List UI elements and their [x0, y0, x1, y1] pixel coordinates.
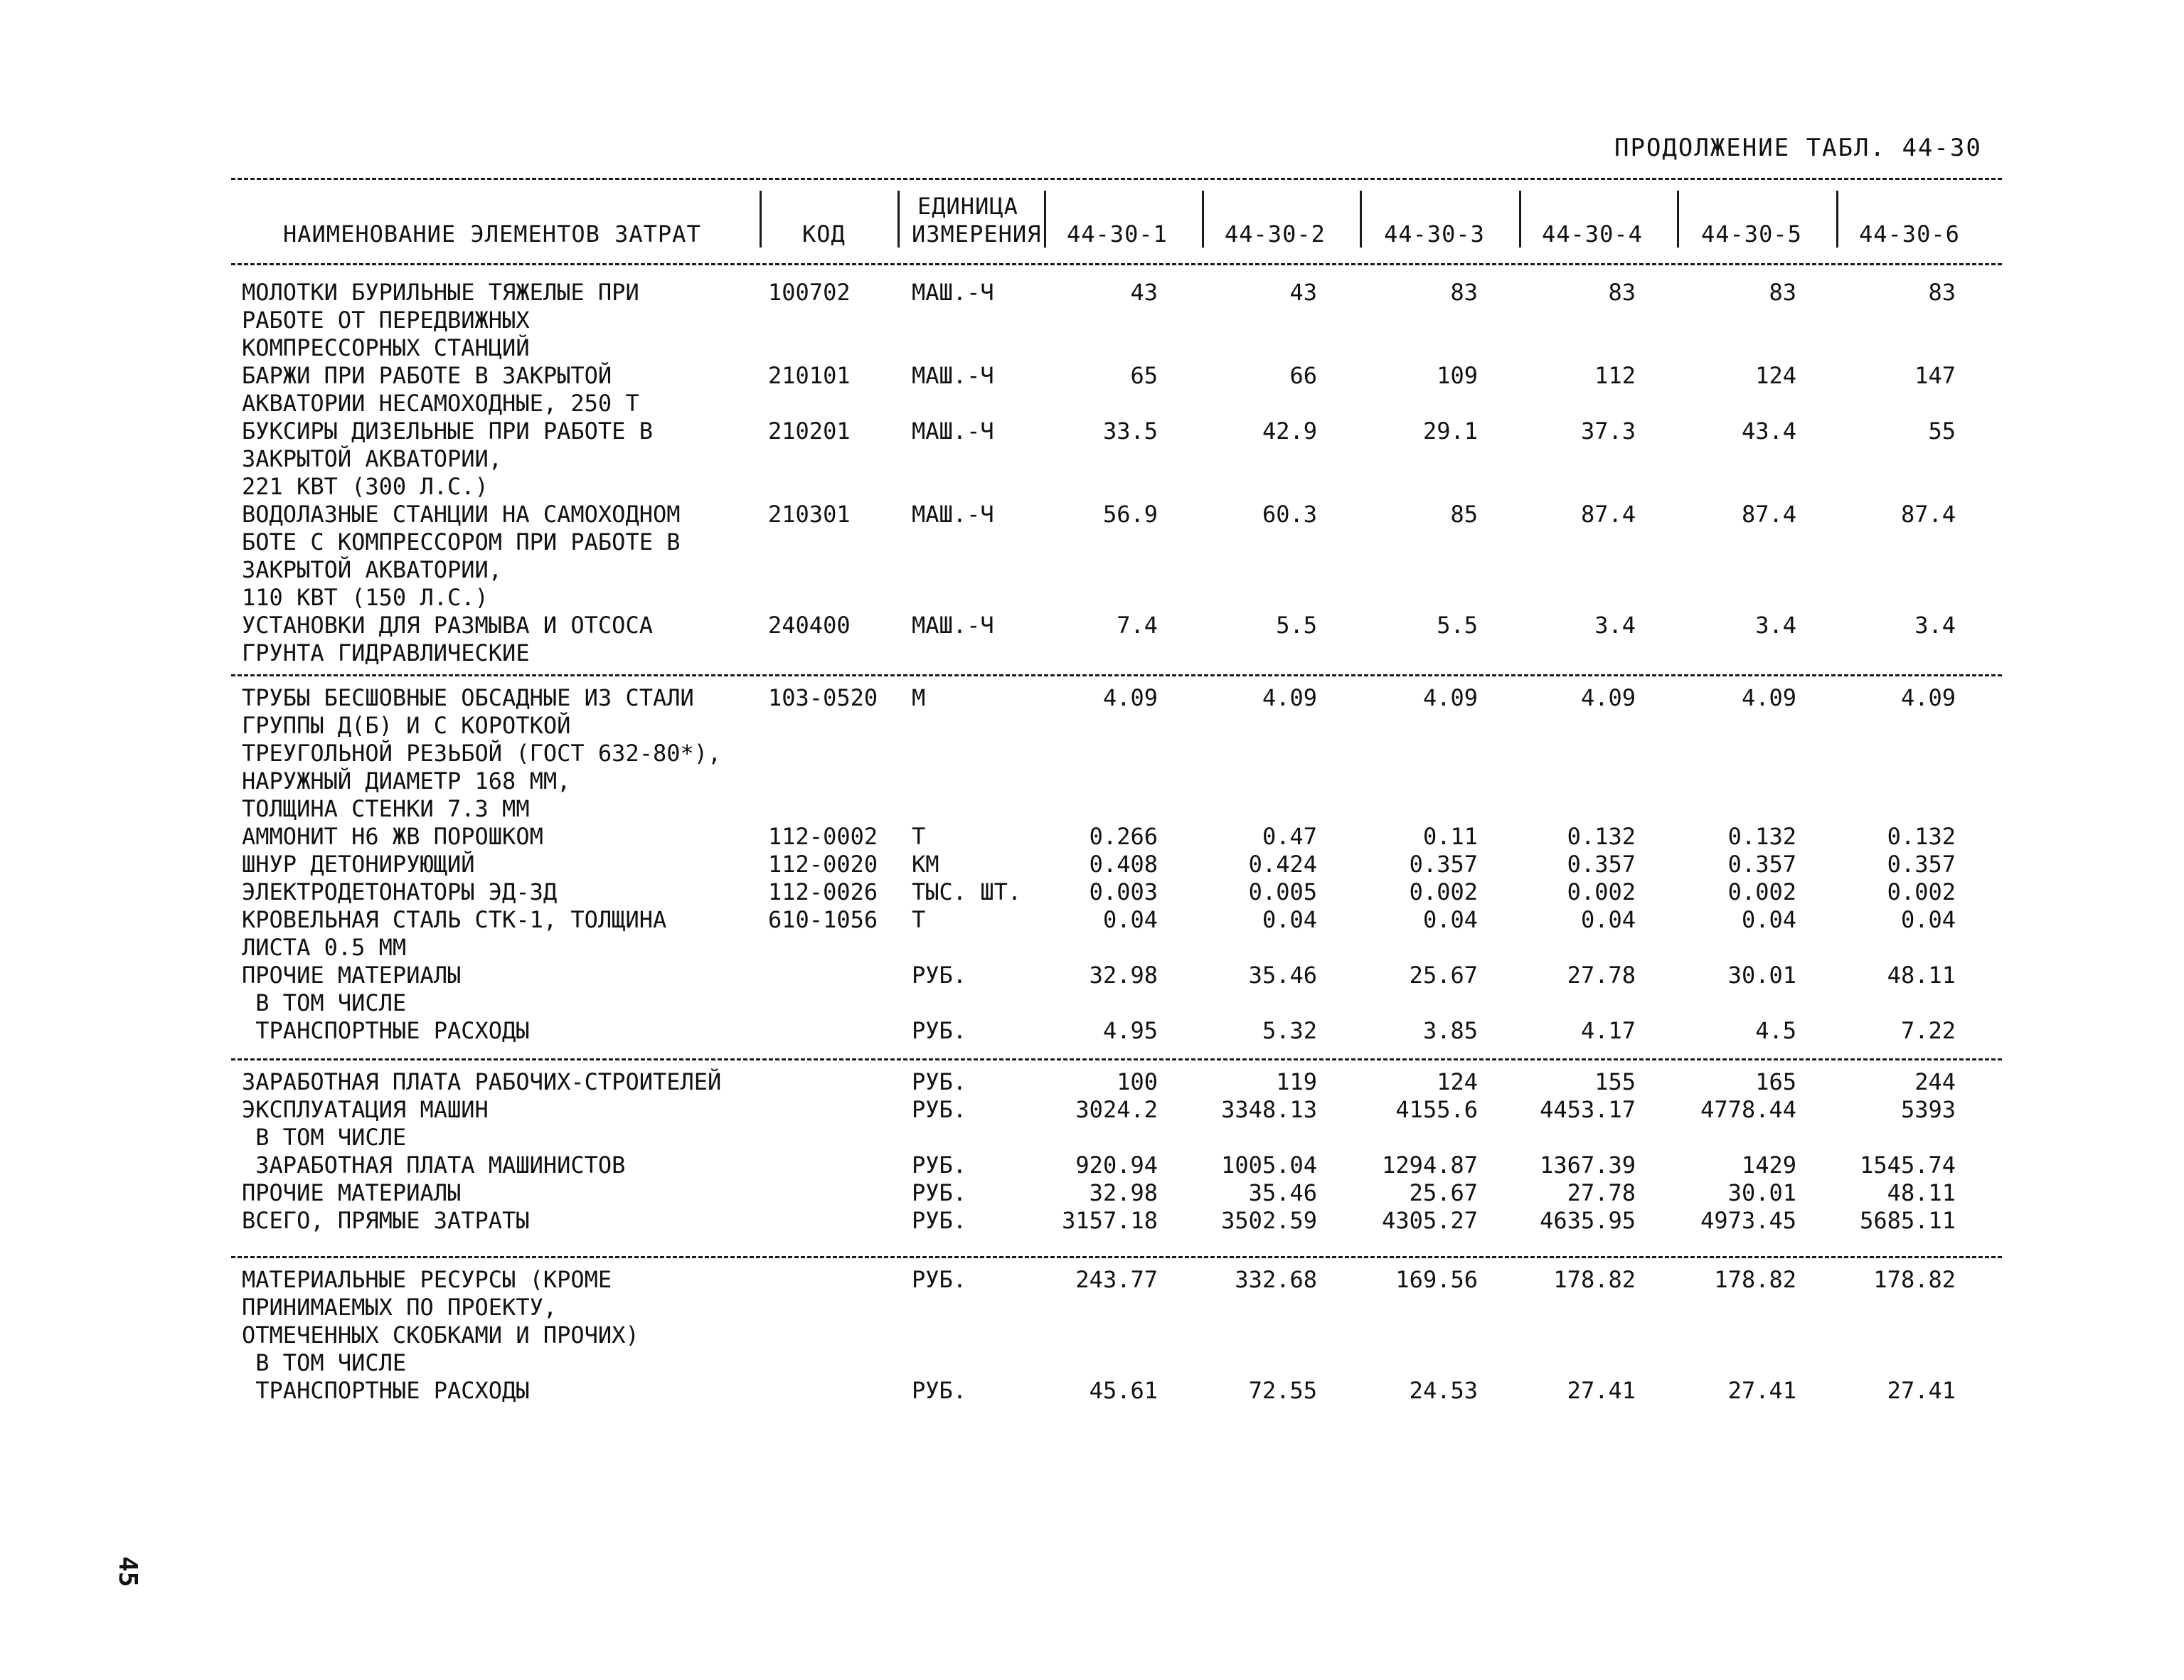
- row-value-col-5: 124: [1755, 362, 1796, 389]
- row-value-col-2: 5.5: [1276, 612, 1317, 639]
- row-value-col-5: 3.4: [1755, 612, 1796, 639]
- row-value-col-1: 56.9: [1102, 501, 1158, 528]
- row-unit: МАШ.-Ч: [912, 279, 994, 306]
- row-value-col-3: 4305.27: [1382, 1207, 1478, 1234]
- row-value-col-3: 5.5: [1437, 612, 1478, 639]
- row-value-col-6: 5393: [1900, 1096, 1956, 1123]
- header-col-2: 44-30-2: [1225, 220, 1326, 248]
- row-value-col-4: 4.17: [1580, 1017, 1636, 1044]
- header-col-6: 44-30-6: [1859, 220, 1960, 248]
- row-value-col-4: 27.41: [1567, 1377, 1636, 1404]
- row-value-col-6: 147: [1914, 362, 1956, 389]
- row-value-col-1: 65: [1130, 362, 1158, 389]
- row-unit: КМ: [912, 851, 939, 878]
- row-name-line: 110 КВТ (150 Л.С.): [242, 584, 489, 611]
- row-value-col-1: 243.77: [1075, 1266, 1158, 1293]
- section-divider: [231, 674, 2002, 676]
- header-separator: [1836, 191, 1838, 248]
- header-col-1: 44-30-1: [1067, 220, 1168, 248]
- header-unit-top: ЕДИНИЦА: [917, 193, 1018, 220]
- row-name-line: БОТЕ С КОМПРЕССОРОМ ПРИ РАБОТЕ В: [242, 528, 681, 555]
- row-value-col-1: 4.95: [1102, 1017, 1158, 1044]
- header-separator: [1519, 191, 1521, 248]
- row-name-line: ПРОЧИЕ МАТЕРИАЛЫ: [242, 962, 462, 989]
- row-value-col-1: 32.98: [1089, 1179, 1158, 1206]
- row-name-line: ЭКСПЛУАТАЦИЯ МАШИН: [242, 1096, 489, 1123]
- row-code: 112-0020: [768, 851, 878, 878]
- row-value-col-1: 7.4: [1117, 612, 1158, 639]
- row-value-col-2: 1005.04: [1221, 1152, 1317, 1179]
- row-value-col-3: 4.09: [1422, 684, 1478, 711]
- row-value-col-5: 4973.45: [1700, 1207, 1796, 1234]
- row-value-col-1: 45.61: [1089, 1377, 1158, 1404]
- row-value-col-5: 30.01: [1727, 1179, 1796, 1206]
- row-name-line: В ТОМ ЧИСЛЕ: [242, 1349, 407, 1376]
- header-col-5: 44-30-5: [1701, 220, 1802, 248]
- row-code: 210301: [768, 501, 851, 528]
- row-code: 103-0520: [768, 684, 878, 711]
- row-value-col-3: 124: [1437, 1068, 1478, 1095]
- row-value-col-6: 4.09: [1900, 684, 1956, 711]
- row-unit: МАШ.-Ч: [912, 501, 994, 528]
- row-value-col-6: 0.04: [1900, 906, 1956, 933]
- row-value-col-2: 0.424: [1248, 851, 1317, 878]
- row-value-col-5: 0.002: [1727, 878, 1796, 905]
- row-value-col-2: 72.55: [1248, 1377, 1317, 1404]
- row-name-line: ВСЕГО, ПРЯМЫЕ ЗАТРАТЫ: [242, 1207, 530, 1234]
- top-divider: [231, 178, 2002, 180]
- row-value-col-4: 0.132: [1567, 823, 1636, 850]
- row-value-col-3: 1294.87: [1382, 1152, 1478, 1179]
- row-value-col-1: 43: [1130, 279, 1158, 306]
- row-value-col-4: 155: [1594, 1068, 1636, 1095]
- row-value-col-6: 27.41: [1887, 1377, 1956, 1404]
- row-value-col-1: 0.408: [1089, 851, 1158, 878]
- row-unit: М: [912, 684, 926, 711]
- row-value-col-6: 3.4: [1914, 612, 1956, 639]
- row-value-col-1: 4.09: [1102, 684, 1158, 711]
- row-value-col-4: 27.78: [1567, 1179, 1636, 1206]
- row-value-col-2: 119: [1276, 1068, 1317, 1095]
- row-value-col-3: 0.357: [1409, 851, 1478, 878]
- row-value-col-2: 0.47: [1262, 823, 1317, 850]
- row-name-line: ЗАРАБОТНАЯ ПЛАТА МАШИНИСТОВ: [242, 1152, 626, 1179]
- header-code: КОД: [802, 220, 846, 248]
- row-value-col-4: 112: [1594, 362, 1636, 389]
- row-unit: МАШ.-Ч: [912, 362, 994, 389]
- row-value-col-2: 332.68: [1235, 1266, 1317, 1293]
- row-name-line: ГРУНТА ГИДРАВЛИЧЕСКИЕ: [242, 639, 530, 666]
- row-name-line: ПРОЧИЕ МАТЕРИАЛЫ: [242, 1179, 462, 1206]
- row-name-line: 221 КВТ (300 Л.С.): [242, 473, 489, 500]
- row-value-col-2: 4.09: [1262, 684, 1317, 711]
- row-value-col-4: 1367.39: [1540, 1152, 1636, 1179]
- row-name-line: ШНУР ДЕТОНИРУЮЩИЙ: [242, 851, 475, 878]
- row-value-col-6: 5685.11: [1860, 1207, 1956, 1234]
- row-value-col-4: 4453.17: [1540, 1096, 1636, 1123]
- table-continuation-title: ПРОДОЛЖЕНИЕ ТАБЛ. 44-30: [1614, 134, 1982, 162]
- row-value-col-6: 48.11: [1887, 962, 1956, 989]
- row-name-line: ЗАКРЫТОЙ АКВАТОРИИ,: [242, 556, 503, 583]
- header-separator: [1044, 191, 1046, 248]
- row-name-line: ТРУБЫ БЕСШОВНЫЕ ОБСАДНЫЕ ИЗ СТАЛИ: [242, 684, 694, 711]
- row-value-col-1: 3024.2: [1075, 1096, 1158, 1123]
- row-name-line: БУКСИРЫ ДИЗЕЛЬНЫЕ ПРИ РАБОТЕ В: [242, 418, 653, 445]
- row-value-col-4: 178.82: [1553, 1266, 1636, 1293]
- row-name-line: ТОЛЩИНА СТЕНКИ 7.3 ММ: [242, 795, 530, 822]
- header-unit-bottom: ИЗМЕРЕНИЯ: [912, 220, 1042, 248]
- row-code: 112-0002: [768, 823, 878, 850]
- row-value-col-3: 169.56: [1395, 1266, 1478, 1293]
- row-value-col-6: 0.132: [1887, 823, 1956, 850]
- row-value-col-5: 4778.44: [1700, 1096, 1796, 1123]
- row-code: 610-1056: [768, 906, 878, 933]
- row-name-line: АММОНИТ Н6 ЖВ ПОРОШКОМ: [242, 823, 543, 850]
- row-name-line: КРОВЕЛЬНАЯ СТАЛЬ СТК-1, ТОЛЩИНА: [242, 906, 667, 933]
- row-unit: РУБ.: [912, 962, 967, 989]
- row-value-col-2: 42.9: [1262, 418, 1317, 445]
- row-name-line: ЗАРАБОТНАЯ ПЛАТА РАБОЧИХ-СТРОИТЕЛЕЙ: [242, 1068, 722, 1095]
- row-value-col-2: 60.3: [1262, 501, 1317, 528]
- row-value-col-3: 85: [1450, 501, 1478, 528]
- row-name-line: ПРИНИМАЕМЫХ ПО ПРОЕКТУ,: [242, 1294, 558, 1321]
- row-value-col-5: 4.09: [1741, 684, 1796, 711]
- row-value-col-3: 25.67: [1409, 962, 1478, 989]
- row-code: 240400: [768, 612, 851, 639]
- row-value-col-5: 30.01: [1727, 962, 1796, 989]
- row-value-col-2: 43: [1289, 279, 1317, 306]
- section-divider: [231, 1256, 2002, 1258]
- row-value-col-5: 165: [1755, 1068, 1796, 1095]
- row-value-col-4: 27.78: [1567, 962, 1636, 989]
- row-value-col-4: 37.3: [1580, 418, 1636, 445]
- header-separator: [1360, 191, 1362, 248]
- row-unit: Т: [912, 823, 926, 850]
- row-name-line: ОТМЕЧЕННЫХ СКОБКАМИ И ПРОЧИХ): [242, 1322, 639, 1349]
- row-value-col-1: 3157.18: [1062, 1207, 1158, 1234]
- row-value-col-6: 83: [1928, 279, 1956, 306]
- row-value-col-3: 0.11: [1422, 823, 1478, 850]
- row-value-col-5: 27.41: [1727, 1377, 1796, 1404]
- row-value-col-4: 4.09: [1580, 684, 1636, 711]
- row-value-col-5: 87.4: [1741, 501, 1796, 528]
- row-value-col-2: 3348.13: [1221, 1096, 1317, 1123]
- header-separator: [1202, 191, 1204, 248]
- row-name-line: УСТАНОВКИ ДЛЯ РАЗМЫВА И ОТСОСА: [242, 612, 653, 639]
- row-value-col-4: 83: [1608, 279, 1636, 306]
- row-value-col-3: 3.85: [1422, 1017, 1478, 1044]
- header-col-3: 44-30-3: [1384, 220, 1485, 248]
- header-col-4: 44-30-4: [1542, 220, 1643, 248]
- row-value-col-5: 4.5: [1755, 1017, 1796, 1044]
- page-number: 45: [113, 1556, 142, 1588]
- row-value-col-3: 25.67: [1409, 1179, 1478, 1206]
- row-code: 100702: [768, 279, 851, 306]
- row-name-line: НАРУЖНЫЙ ДИАМЕТР 168 ММ,: [242, 767, 571, 794]
- row-value-col-6: 48.11: [1887, 1179, 1956, 1206]
- row-name-line: МОЛОТКИ БУРИЛЬНЫЕ ТЯЖЕЛЫЕ ПРИ: [242, 279, 639, 306]
- row-value-col-3: 24.53: [1409, 1377, 1478, 1404]
- row-name-line: В ТОМ ЧИСЛЕ: [242, 989, 407, 1016]
- row-name-line: КОМПРЕССОРНЫХ СТАНЦИЙ: [242, 334, 530, 361]
- row-value-col-2: 3502.59: [1221, 1207, 1317, 1234]
- row-value-col-3: 83: [1450, 279, 1478, 306]
- row-value-col-6: 0.002: [1887, 878, 1956, 905]
- row-value-col-6: 87.4: [1900, 501, 1956, 528]
- row-unit: РУБ.: [912, 1377, 967, 1404]
- row-value-col-5: 0.04: [1741, 906, 1796, 933]
- row-value-col-5: 178.82: [1714, 1266, 1796, 1293]
- row-name-line: В ТОМ ЧИСЛЕ: [242, 1124, 407, 1151]
- row-value-col-2: 35.46: [1248, 962, 1317, 989]
- header-separator: [897, 191, 900, 248]
- row-value-col-5: 43.4: [1741, 418, 1796, 445]
- row-value-col-3: 109: [1437, 362, 1478, 389]
- row-name-line: ЗАКРЫТОЙ АКВАТОРИИ,: [242, 445, 503, 472]
- row-name-line: ВОДОЛАЗНЫЕ СТАНЦИИ НА САМОХОДНОМ: [242, 501, 681, 528]
- row-name-line: БАРЖИ ПРИ РАБОТЕ В ЗАКРЫТОЙ: [242, 362, 612, 389]
- row-value-col-6: 0.357: [1887, 851, 1956, 878]
- row-name-line: ЭЛЕКТРОДЕТОНАТОРЫ ЭД-3Д: [242, 878, 558, 905]
- row-value-col-1: 920.94: [1075, 1152, 1158, 1179]
- row-name-line: ЛИСТА 0.5 ММ: [242, 934, 407, 961]
- row-value-col-5: 1429: [1741, 1152, 1796, 1179]
- row-value-col-6: 244: [1914, 1068, 1956, 1095]
- row-value-col-5: 0.357: [1727, 851, 1796, 878]
- row-name-line: АКВАТОРИИ НЕСАМОХОДНЫЕ, 250 Т: [242, 390, 639, 417]
- header-divider: [231, 263, 2002, 265]
- row-value-col-4: 4635.95: [1540, 1207, 1636, 1234]
- row-unit: РУБ.: [912, 1096, 967, 1123]
- row-name-line: РАБОТЕ ОТ ПЕРЕДВИЖНЫХ: [242, 307, 530, 334]
- row-unit: РУБ.: [912, 1207, 967, 1234]
- row-value-col-1: 33.5: [1102, 418, 1158, 445]
- row-code: 210101: [768, 362, 851, 389]
- row-value-col-3: 0.002: [1409, 878, 1478, 905]
- row-value-col-6: 7.22: [1900, 1017, 1956, 1044]
- row-value-col-2: 0.005: [1248, 878, 1317, 905]
- row-value-col-4: 87.4: [1580, 501, 1636, 528]
- row-unit: МАШ.-Ч: [912, 612, 994, 639]
- row-code: 210201: [768, 418, 851, 445]
- row-name-line: ТРЕУГОЛЬНОЙ РЕЗЬБОЙ (ГОСТ 632-80*),: [242, 740, 722, 767]
- row-value-col-5: 83: [1769, 279, 1796, 306]
- row-unit: РУБ.: [912, 1017, 967, 1044]
- row-value-col-1: 0.003: [1089, 878, 1158, 905]
- row-name-line: ГРУППЫ Д(Б) И С КОРОТКОЙ: [242, 712, 571, 739]
- row-value-col-1: 0.04: [1102, 906, 1158, 933]
- row-value-col-6: 1545.74: [1860, 1152, 1956, 1179]
- row-value-col-4: 0.357: [1567, 851, 1636, 878]
- row-value-col-2: 5.32: [1262, 1017, 1317, 1044]
- row-value-col-3: 4155.6: [1395, 1096, 1478, 1123]
- row-value-col-1: 0.266: [1089, 823, 1158, 850]
- row-value-col-2: 0.04: [1262, 906, 1317, 933]
- row-unit: МАШ.-Ч: [912, 418, 994, 445]
- row-unit: ТЫС. ШТ.: [912, 878, 1022, 905]
- row-unit: Т: [912, 906, 926, 933]
- row-value-col-3: 0.04: [1422, 906, 1478, 933]
- row-name-line: ТРАНСПОРТНЫЕ РАСХОДЫ: [242, 1017, 530, 1044]
- section-divider: [231, 1058, 2002, 1060]
- row-value-col-6: 55: [1928, 418, 1956, 445]
- row-unit: РУБ.: [912, 1266, 967, 1293]
- row-value-col-3: 29.1: [1422, 418, 1478, 445]
- row-name-line: МАТЕРИАЛЬНЫЕ РЕСУРСЫ (КРОМЕ: [242, 1266, 612, 1293]
- row-value-col-4: 3.4: [1594, 612, 1636, 639]
- row-value-col-1: 32.98: [1089, 962, 1158, 989]
- row-value-col-2: 35.46: [1248, 1179, 1317, 1206]
- row-unit: РУБ.: [912, 1152, 967, 1179]
- row-value-col-2: 66: [1289, 362, 1317, 389]
- row-name-line: ТРАНСПОРТНЫЕ РАСХОДЫ: [242, 1377, 530, 1404]
- header-name: НАИМЕНОВАНИЕ ЭЛЕМЕНТОВ ЗАТРАТ: [283, 220, 701, 248]
- row-unit: РУБ.: [912, 1179, 967, 1206]
- row-value-col-6: 178.82: [1873, 1266, 1956, 1293]
- row-value-col-5: 0.132: [1727, 823, 1796, 850]
- row-unit: РУБ.: [912, 1068, 967, 1095]
- header-separator: [1677, 191, 1679, 248]
- row-code: 112-0026: [768, 878, 878, 905]
- row-value-col-4: 0.002: [1567, 878, 1636, 905]
- header-separator: [760, 191, 762, 248]
- row-value-col-4: 0.04: [1580, 906, 1636, 933]
- row-value-col-1: 100: [1117, 1068, 1158, 1095]
